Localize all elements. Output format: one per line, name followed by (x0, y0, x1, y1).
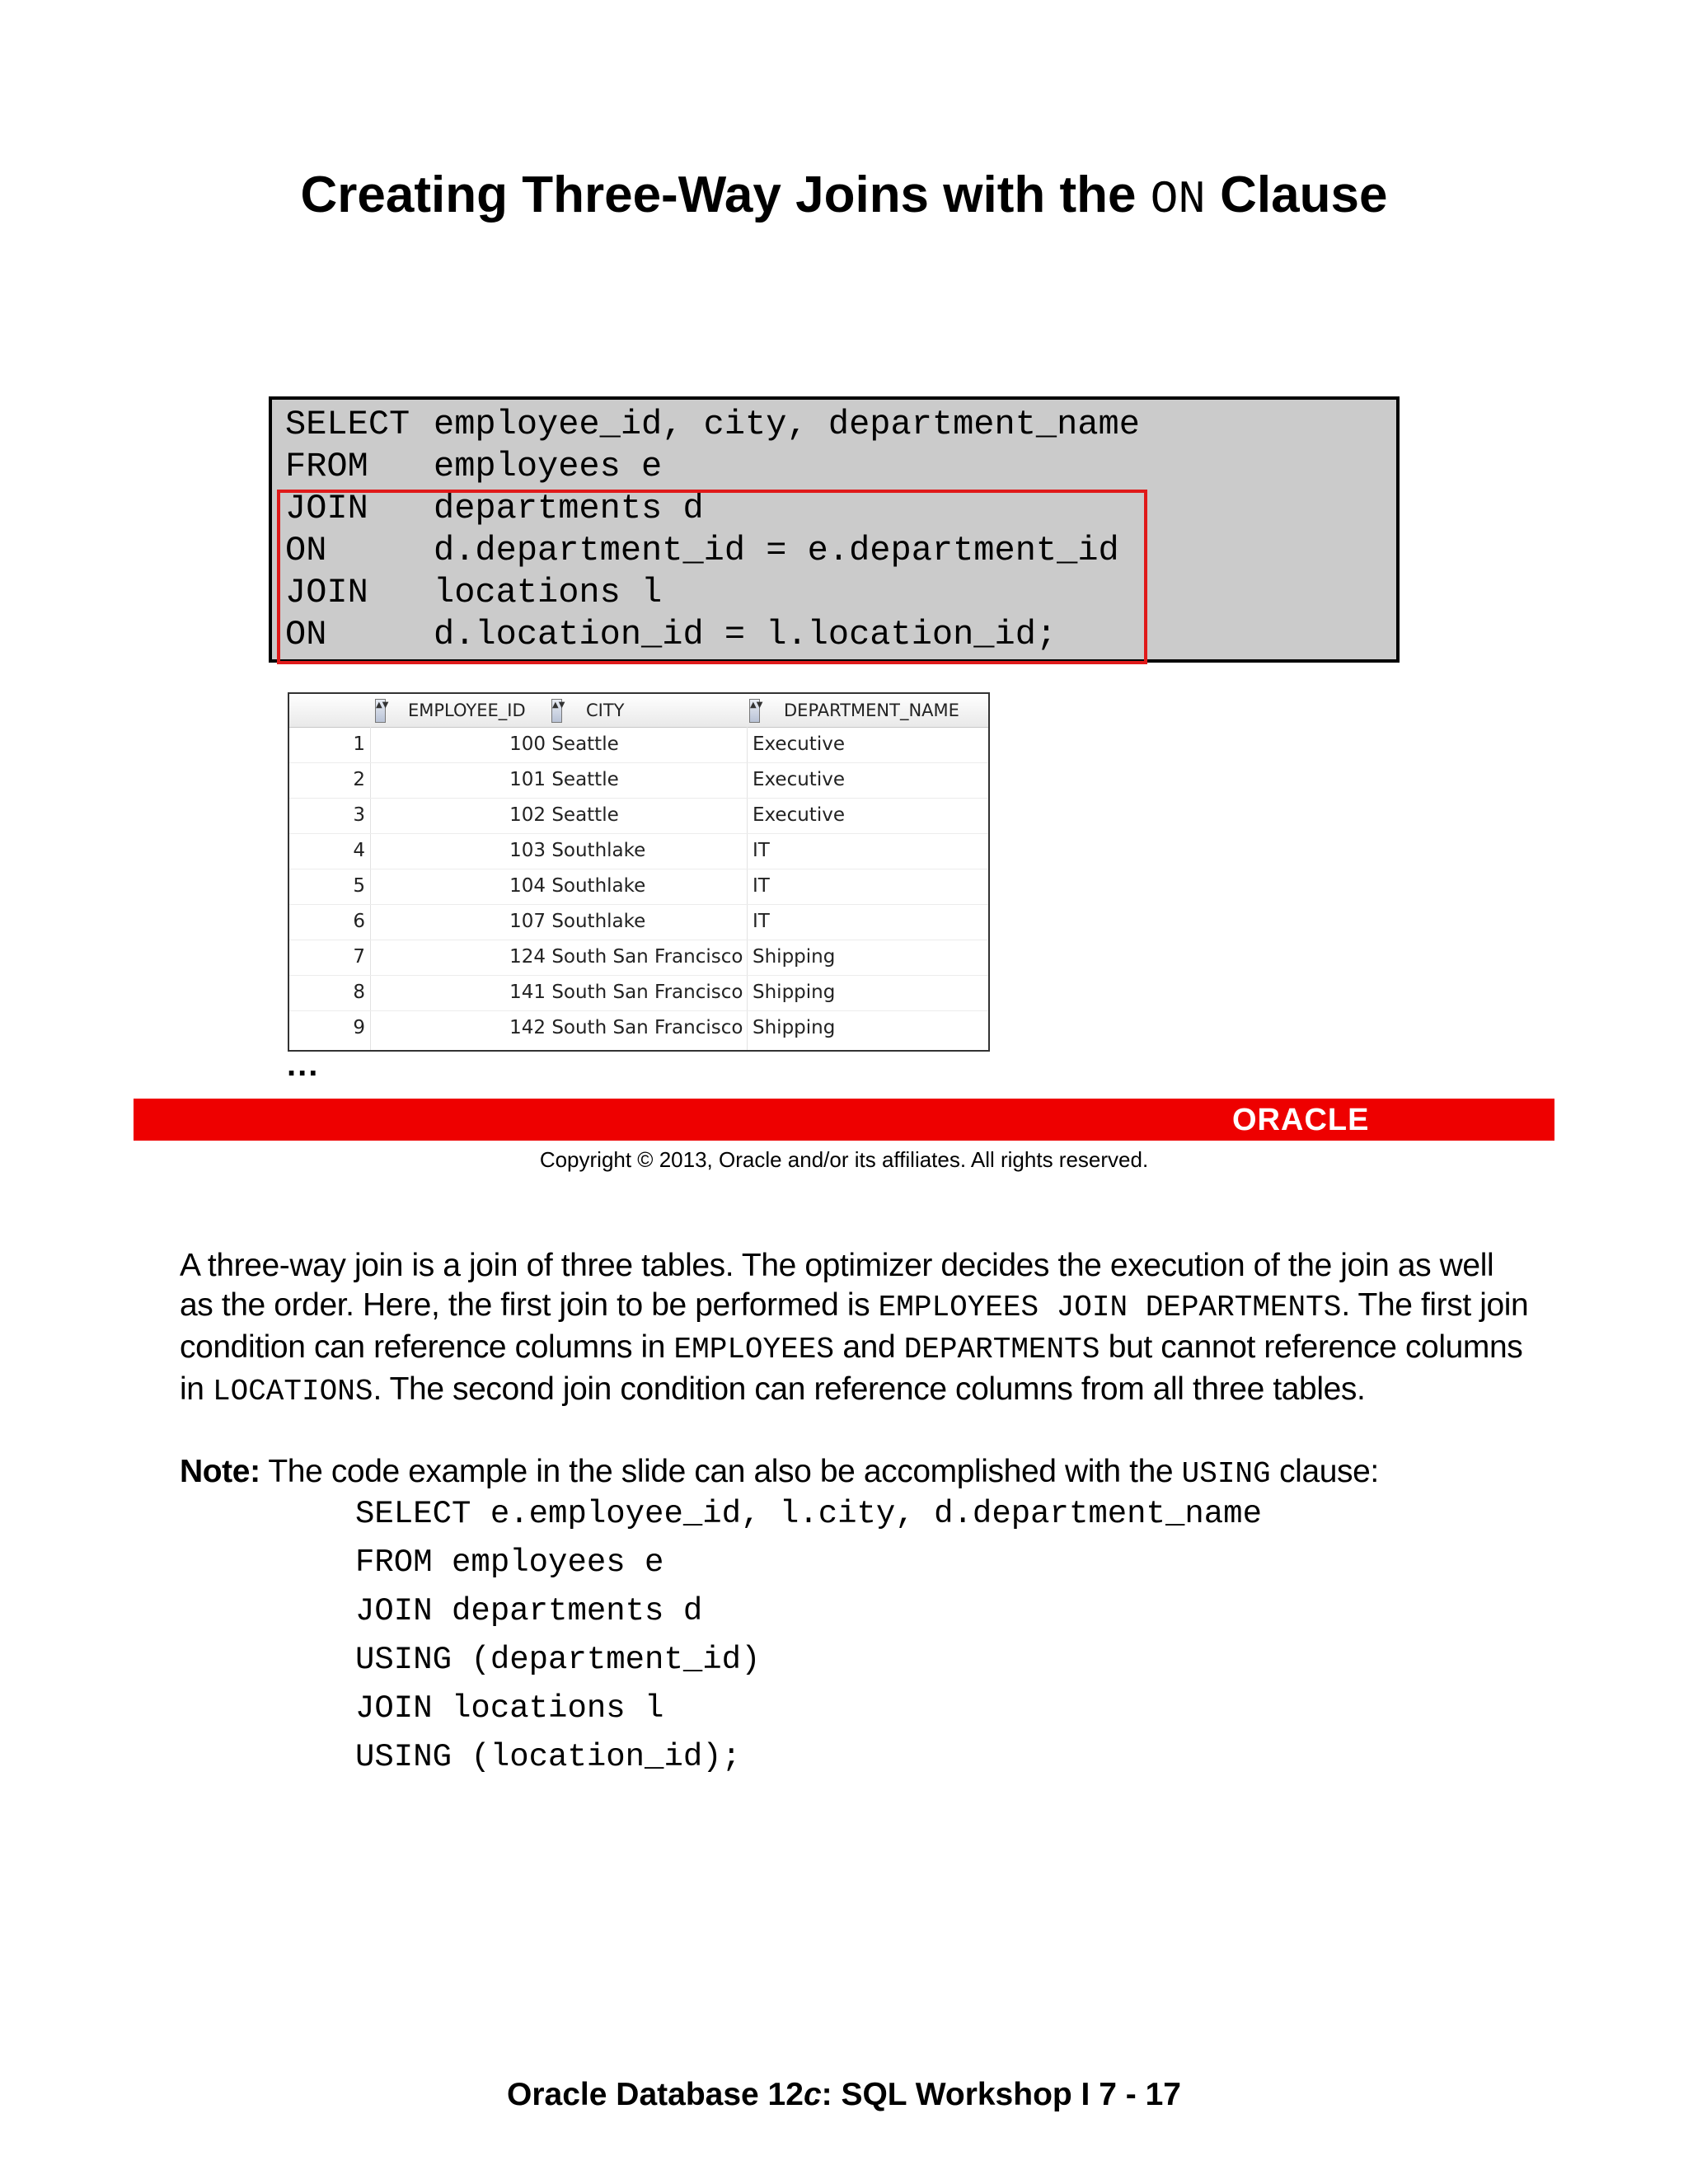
table-row[interactable]: 4 103 Southlake IT (289, 833, 988, 869)
table-row[interactable]: 5 104 Southlake IT (289, 869, 988, 905)
more-rows-ellipsis: ... (287, 1047, 320, 1083)
code-line: ON d.department_id = e.department_id (285, 531, 1119, 570)
grid-header (289, 694, 988, 728)
join-highlight-box (277, 490, 1147, 664)
column-header-city[interactable]: CITY (586, 701, 625, 720)
table-row[interactable]: 1 100 Seattle Executive (289, 727, 988, 763)
notes-code-line: USING (location_id); (355, 1739, 742, 1775)
sort-icon[interactable]: ▲▼ (551, 699, 562, 723)
code-line: ON d.location_id = l.location_id; (285, 615, 1057, 654)
oracle-logo: ORACLE (1232, 1103, 1370, 1137)
sort-icon[interactable]: ▲▼ (749, 699, 760, 723)
copyright-text: Copyright © 2013, Oracle and/or its affiliates. All rights reserved. (539, 1147, 1149, 1172)
table-row[interactable]: 9 142 South San Francisco Shipping (353, 1017, 836, 1038)
table-row[interactable]: 3 102 Seattle Executive (289, 798, 988, 834)
page-footer: Oracle Database 12c: SQL Workshop I 7 - 17 (507, 2077, 1181, 2112)
title-code: ON (1150, 173, 1206, 226)
notes-code-line: JOIN locations l (355, 1690, 664, 1727)
code-line: JOIN departments d (285, 489, 704, 528)
notes-code-line: USING (department_id) (355, 1642, 761, 1678)
table-row[interactable]: 7 124 South San Francisco Shipping (289, 940, 988, 976)
column-header-employee-id[interactable]: EMPLOYEE_ID (408, 701, 526, 720)
column-header-department-name[interactable]: DEPARTMENT_NAME (784, 701, 959, 720)
notes-code-line: FROM employees e (355, 1544, 664, 1581)
sort-icon[interactable]: ▲▼ (375, 699, 386, 723)
result-grid (288, 692, 990, 1052)
slide-title: Creating Three-Way Joins with the ON Clause (300, 166, 1388, 226)
notes-paragraph: A three-way join is a join of three tables. The optimizer decides the execution of the join as well as the order. Here, the first join to be performed is EMPLOYEES JOIN DEPARTMENTS. The first join condition can reference columns in EMPLOYEES and DEPARTMENTS but cannot reference columns in LOCATIONS. The second join condition can reference columns from all three tables. (180, 1248, 1529, 1408)
notes-code-line: JOIN departments d (355, 1593, 703, 1629)
code-line: JOIN locations l (285, 573, 663, 612)
code-line: FROM employees e (285, 447, 663, 486)
table-row[interactable]: 6 107 Southlake IT (289, 904, 988, 940)
table-row[interactable]: 8 141 South San Francisco Shipping (289, 975, 988, 1011)
note-paragraph: Note: The code example in the slide can also be accomplished with the USING clause: (180, 1454, 1379, 1491)
notes-code-line: SELECT e.employee_id, l.city, d.department_name (355, 1496, 1262, 1532)
table-row[interactable]: 2 101 Seattle Executive (289, 762, 988, 799)
code-line: SELECT employee_id, city, department_name (285, 405, 1140, 444)
